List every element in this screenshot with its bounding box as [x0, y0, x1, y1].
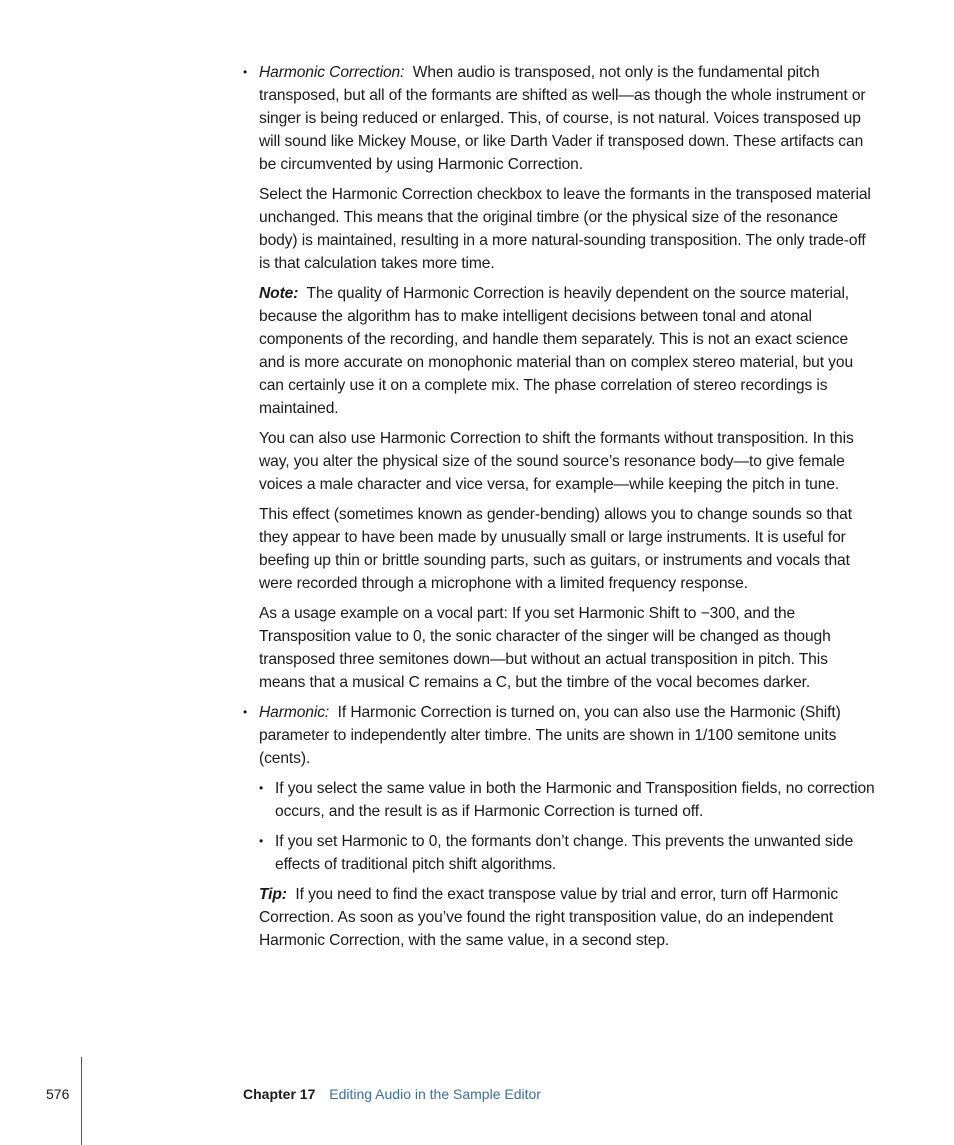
footer-divider	[81, 1057, 82, 1145]
bullet-lead: Harmonic:	[259, 704, 330, 721]
note-label: Note:	[259, 285, 299, 302]
bullet-harmonic	[259, 701, 875, 770]
tip-text: If you need to find the exact transpose value by trial and error, turn off Harmonic Correction. As soon as you’ve found the right transposition value, do an independent Harmonic Correction, with the same value, in a second step.	[259, 886, 839, 949]
sub-bullet-same-value: • If you select the same value in both the Harmonic and Transposition fields, no correction occurs, and the result is as if Harmonic Correction is turned off.	[275, 777, 875, 823]
paragraph-checkbox: Select the Harmonic Correction checkbox to leave the formants in the transposed material unchanged. This means that the original timbre (or the physical size of the resonance body) is maintained, resulting in a more natural-sounding transposition. The only trade-off is that calculation takes more time.	[259, 186, 871, 272]
paragraph-usage-example: As a usage example on a vocal part: If you set Harmonic Shift to −300, and the Transposition value to 0, the sonic character of the singer will be changed as though transposed three semitones down—but without an actual transposition in pitch. This means that a musical C remains a C, but the timbre of the vocal becomes darker.	[259, 605, 831, 691]
page-body	[259, 61, 875, 959]
tip-label: Tip:	[259, 886, 287, 903]
bullet-text: If Harmonic Correction is turned on, you can also use the Harmonic (Shift) parameter to independently alter timbre. The units are shown in 1/100 semitone units (cents).	[259, 704, 841, 767]
page-number: 576	[46, 1086, 70, 1102]
bullet-text: When audio is transposed, not only is the fundamental pitch transposed, but all of the formants are shifted as well—as though the whole instrument or singer is being reduced or enlarged. This, of course, is not natural. Voices transposed up will sound like Mickey Mouse, or like Darth Vader if transposed down. These artifacts can be circumvented by using Harmonic Correction.	[259, 64, 866, 173]
chapter-title-link[interactable]: Editing Audio in the Sample Editor	[329, 1086, 541, 1102]
tip-paragraph	[259, 883, 875, 952]
sub-bullet-harmonic-zero: • If you set Harmonic to 0, the formants don’t change. This prevents the unwanted side effects of traditional pitch shift algorithms.	[275, 830, 875, 876]
chapter-footer	[243, 1086, 541, 1102]
note-text: The quality of Harmonic Correction is heavily dependent on the source material, because the algorithm has to make intelligent decisions between tonal and atonal components of the recording, and handle them separately. This is not an exact science and is more accurate on monophonic material than on complex stereo material, but you can certainly use it on a complete mix. The phase correlation of stereo recordings is maintained.	[259, 285, 854, 417]
bullet-lead: Harmonic Correction:	[259, 64, 405, 81]
paragraph-formant-shift: You can also use Harmonic Correction to shift the formants without transposition. In this way, you alter the physical size of the sound source’s resonance body—to give female voices a male character and vice versa, for example—while keeping the pitch in tune.	[259, 430, 854, 493]
bullet-harmonic-correction	[259, 61, 875, 176]
paragraph-gender-bending: This effect (sometimes known as gender-bending) allows you to change sounds so that they appear to have been made by unusually small or large instruments. It is useful for beefing up thin or brittle sounding parts, such as guitars, or instruments and vocals that were recorded through a microphone with a limited frequency response.	[259, 506, 852, 592]
note-paragraph	[259, 282, 875, 420]
chapter-label: Chapter 17	[243, 1086, 316, 1102]
